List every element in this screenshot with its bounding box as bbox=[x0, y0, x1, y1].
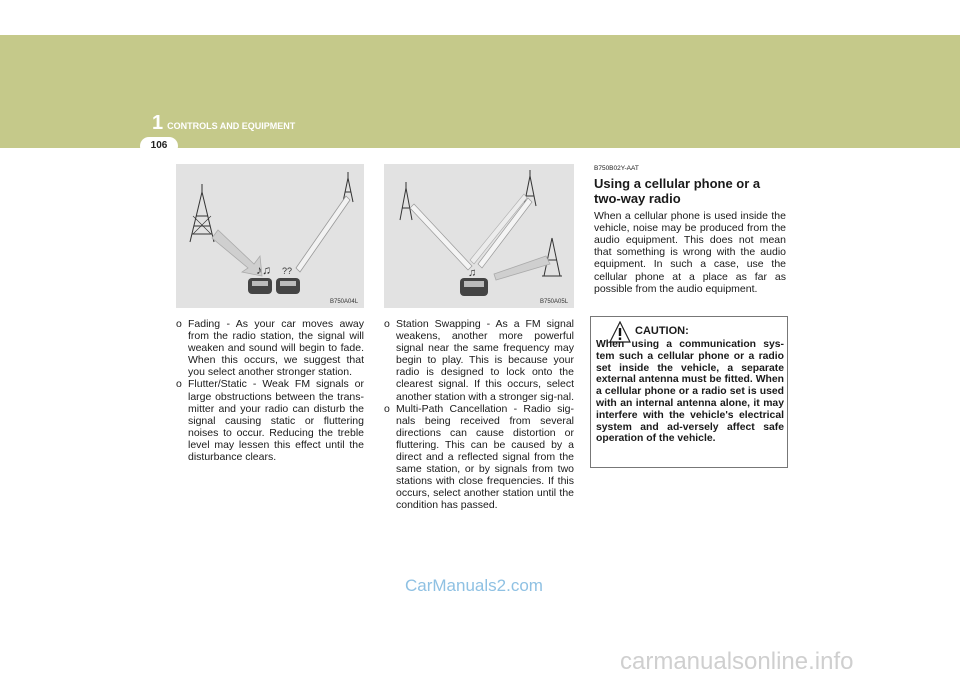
fading-text: Fading - As your car moves away from the radio station, the signal will weaken and sound will begin to fade. When this occurs, we suggest that you select another stronger station. bbox=[188, 318, 364, 379]
list-item: o Station Swapping - As a FM signal weakens, another more powerful signal near the same frequency may begin to play. This is because your radio is designed to lock onto the clearest signal. If this occurs, select another station with a stronger sig-nal. bbox=[384, 318, 575, 403]
caution-title: CAUTION: bbox=[635, 325, 689, 337]
station-swapping-text: Station Swapping - As a FM signal weakens, another more powerful signal near the same frequency may begin to play. This is because your radio is designed to lock onto the clearest signal. If this occurs, select another station with a stronger sig-nal. bbox=[396, 318, 575, 403]
caution-text: When using a communication sys-tem such a cellular phone or a radio set inside the vehicle, a separate external antenna must be fitted. When a cellular phone or a radio set is used with an internal antenna alone, it may interfere with the vehicle's electrical system and ad-versely affect safe operation of the vehicle. bbox=[596, 339, 784, 445]
figure-code: B750A04L bbox=[330, 299, 359, 305]
music-note-icon: ♫ bbox=[468, 267, 477, 279]
list-item: o Flutter/Static - Weak FM signals or large obstructions between the trans-mitter and your radio can disturb the signal causing static or fluttering noises to occur. Reducing the treble level may lessen this effect until the disturbance clears. bbox=[176, 378, 364, 464]
list-item: o Fading - As your car moves away from the radio station, the signal will weaken and sound will begin to fade. When this occurs, we suggest that you select another stronger station. bbox=[176, 318, 364, 379]
multipath-illustration bbox=[384, 164, 574, 308]
figure-code: B750A05L bbox=[540, 299, 569, 305]
section-body: When a cellular phone is used inside the vehicle, noise may be produced from the audio equipment. This does not mean that something is wrong with the audio equipment. In such a case, use the cellular phone at a place as far as possible from the audio equipment. bbox=[594, 210, 786, 295]
right-column bbox=[594, 163, 786, 295]
chapter-heading bbox=[152, 112, 295, 135]
flutter-text: Flutter/Static - Weak FM signals or large obstructions between the trans-mitter and your radio can disturb the signal causing static or fluttering noises to occur. Reducing the treble level may lessen this effect until the disturbance clears. bbox=[188, 378, 364, 464]
radio-tower-icon bbox=[400, 182, 412, 220]
left-column bbox=[176, 318, 364, 463]
watermark-carmanuals2[interactable]: CarManuals2.com bbox=[405, 576, 543, 595]
watermark-carmanualsonline[interactable]: carmanualsonline.info bbox=[620, 648, 854, 675]
multipath-text: Multi-Path Cancellation - Radio sig-nals being received from several directions can cause distortion or fluttering. This can be caused by a direct and a reflected signal from the same station, or by signals from two stations with close frequencies. If this occurs, select another station until the condition has passed. bbox=[396, 402, 574, 512]
music-note-icon: ♪♫ bbox=[256, 263, 271, 277]
question-marks: ?? bbox=[282, 266, 293, 276]
fading-illustration bbox=[176, 164, 364, 308]
list-item: o Multi-Path Cancellation - Radio sig-nals being received from several directions can cause distortion or fluttering. This can be caused by a direct and a reflected signal from the same station, or by signals from two stations with close frequencies. If this occurs, select another station until the condition has passed. bbox=[384, 402, 574, 512]
car-icon bbox=[248, 278, 300, 294]
car-icon bbox=[460, 278, 488, 296]
middle-column bbox=[384, 318, 574, 512]
section-heading: Using a cellular phone or a two-way radio bbox=[594, 176, 761, 206]
chapter-title: CONTROLS AND EQUIPMENT bbox=[167, 121, 296, 131]
radio-tower-icon bbox=[190, 184, 214, 242]
caution-box bbox=[590, 316, 788, 468]
chapter-number: 1 bbox=[152, 112, 164, 134]
page-number: 106 bbox=[140, 137, 178, 155]
section-code: B750B02Y-AAT bbox=[594, 165, 639, 172]
chapter-header-band bbox=[0, 35, 960, 148]
